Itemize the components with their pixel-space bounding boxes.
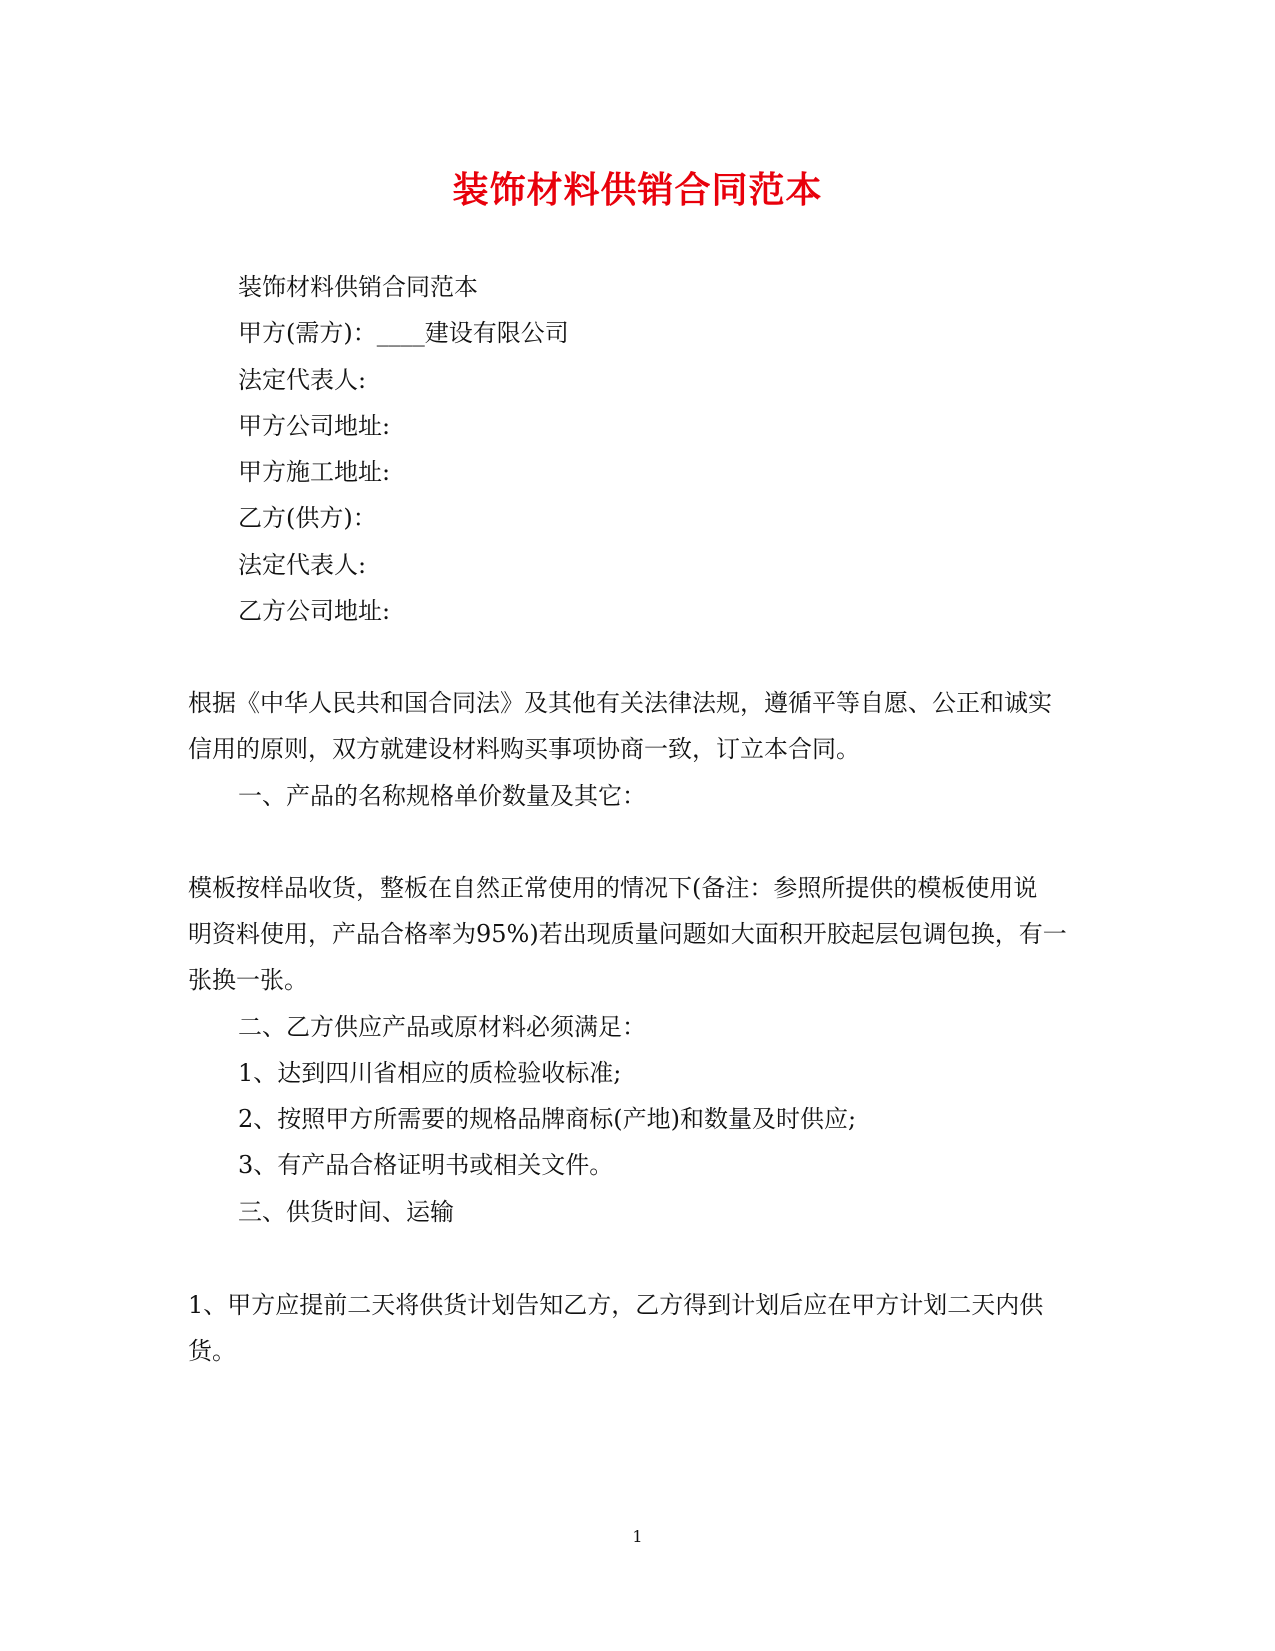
section-1-text-line-2: 明资料使用，产品合格率为95%)若出现质量问题如大面积开胶起层包调包换，有一 [188,920,1067,948]
section-1-text-line-1: 模板按样品收货，整板在自然正常使用的情况下(备注：参照所提供的模板使用说 [188,874,1038,902]
section-3-item-1-line-1: 1、甲方应提前二天将供货计划告知乙方，乙方得到计划后应在甲方计划二天内供 [188,1291,1044,1319]
section-2-item-3: 3、有产品合格证明书或相关文件。 [238,1151,614,1179]
party-a-company-address: 甲方公司地址: [238,412,391,440]
section-2-heading: 二、乙方供应产品或原材料必须满足： [238,1013,646,1041]
document-title: 装饰材料供销合同范本 [452,169,823,211]
party-b-company-address: 乙方公司地址: [238,597,391,625]
section-2-item-1: 1、达到四川省相应的质检验收标准; [238,1059,622,1087]
section-3-item-1-line-2: 货。 [188,1337,236,1365]
contract-heading: 装饰材料供销合同范本 [238,273,478,301]
preamble-line-1: 根据《中华人民共和国合同法》及其他有关法律法规，遵循平等自愿、公正和诚实 [188,689,1052,717]
party-a-legal-rep: 法定代表人: [238,366,367,394]
party-a-site-address: 甲方施工地址: [238,458,391,486]
party-b-legal-rep: 法定代表人: [238,551,367,579]
page-number: 1 [632,1527,643,1546]
preamble-line-2: 信用的原则，双方就建设材料购买事项协商一致，订立本合同。 [188,735,860,763]
section-1-text-line-3: 张换一张。 [188,966,308,994]
section-2-item-2: 2、按照甲方所需要的规格品牌商标(产地)和数量及时供应; [238,1105,857,1133]
section-3-heading: 三、供货时间、运输 [238,1198,454,1226]
party-b-name: 乙方(供方)： [238,504,377,532]
party-a-name: 甲方(需方)：____建设有限公司 [238,319,569,347]
section-1-heading: 一、产品的名称规格单价数量及其它： [238,782,646,810]
